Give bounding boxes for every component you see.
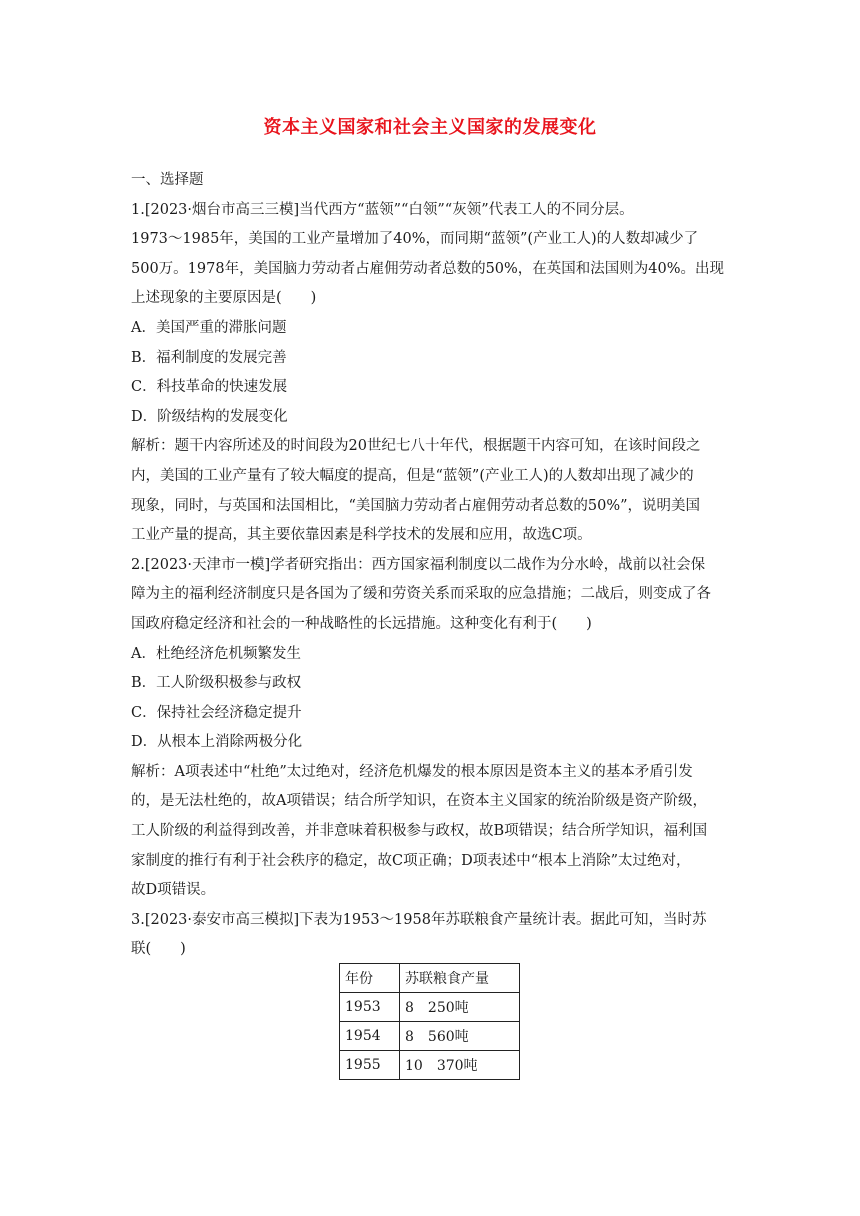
table-cell: 8 250吨 [400,993,520,1022]
question-stem-line: 1973～1985年，美国的工业产量增加了40%，而同期“蓝领”(产业工人)的人数却减少了 [131,231,699,248]
question-stem-line: 2.[2023·天津市一模]学者研究指出：西方国家福利制度以二战作为分水岭，战前以社会保 [131,556,706,573]
section-heading: 一、选择题 [131,172,204,188]
option-d: D．从根本上消除两极分化 [131,734,303,751]
table-header-cell: 苏联粮食产量 [400,964,520,993]
document-body [131,166,737,965]
analysis-line: 解析：A项表述中“杜绝”太过绝对，经济危机爆发的根本原因是资本主义的基本矛盾引发 [131,763,693,780]
table-row [340,1022,520,1051]
table-row [340,993,520,1022]
option-c: C．保持社会经济稳定提升 [131,704,302,721]
question-stem-line: 联( ) [131,941,186,958]
grain-output-table [339,963,520,1080]
table-cell: 10 370吨 [400,1051,520,1080]
question-3 [131,906,737,965]
question-stem-line: 上述现象的主要原因是( ) [131,290,317,307]
analysis-line: 故D项错误。 [131,882,216,899]
analysis-line: 的，是无法杜绝的，故A项错误；结合所学知识，在资本主义国家的统治阶级是资产阶级， [131,793,707,810]
question-stem-line: 3.[2023·泰安市高三模拟]下表为1953～1958年苏联粮食产量统计表。据此可知，当时苏 [131,911,707,928]
table-cell: 1955 [340,1051,400,1080]
analysis-line: 内，美国的工业产量有了较大幅度的提高，但是“蓝领”(产业工人)的人数却出现了减少的 [131,467,694,484]
table-row [340,1051,520,1080]
question-stem-line: 500万。1978年，美国脑力劳动者占雇佣劳动者总数的50%，在英国和法国则为40%。出现 [131,260,725,277]
table-cell: 1954 [340,1022,400,1051]
question-stem-line: 1.[2023·烟台市高三三模]当代西方“蓝领”“白领”“灰领”代表工人的不同分层。 [131,201,634,218]
table-cell: 1953 [340,993,400,1022]
analysis-line: 解析：题干内容所述及的时间段为20世纪七八十年代，根据题干内容可知，在该时间段之 [131,438,701,455]
option-b: B．福利制度的发展完善 [131,349,287,366]
option-d: D．阶级结构的发展变化 [131,408,288,425]
option-a: A．美国严重的滞胀问题 [131,319,287,336]
analysis-line: 工人阶级的利益得到改善，并非意味着积极参与政权，故B项错误；结合所学知识，福利国 [131,823,708,840]
analysis-line: 家制度的推行有利于社会秩序的稳定，故C项正确；D项表述中“根本上消除”太过绝对， [131,852,691,869]
option-c: C．科技革命的快速发展 [131,379,288,396]
question-2 [131,551,737,906]
table-header-row [340,964,520,993]
document-title: 资本主义国家和社会主义国家的发展变化 [263,117,597,138]
question-stem-line: 障为主的福利经济制度只是各国为了缓和劳资关系而采取的应急措施；二战后，则变成了各 [131,586,711,603]
question-1 [131,196,737,551]
option-a: A．杜绝经济危机频繁发生 [131,645,301,662]
table-cell: 8 560吨 [400,1022,520,1051]
analysis-line: 工业产量的提高，其主要依靠因素是科学技术的发展和应用，故选C项。 [131,527,592,544]
question-stem-line: 国政府稳定经济和社会的一种战略性的长远措施。这种变化有利于( ) [131,615,592,632]
option-b: B．工人阶级积极参与政权 [131,675,302,692]
analysis-line: 现象，同时，与英国和法国相比，“美国脑力劳动者占雇佣劳动者总数的50%”，说明美国 [131,497,701,514]
table-header-cell: 年份 [340,964,400,993]
